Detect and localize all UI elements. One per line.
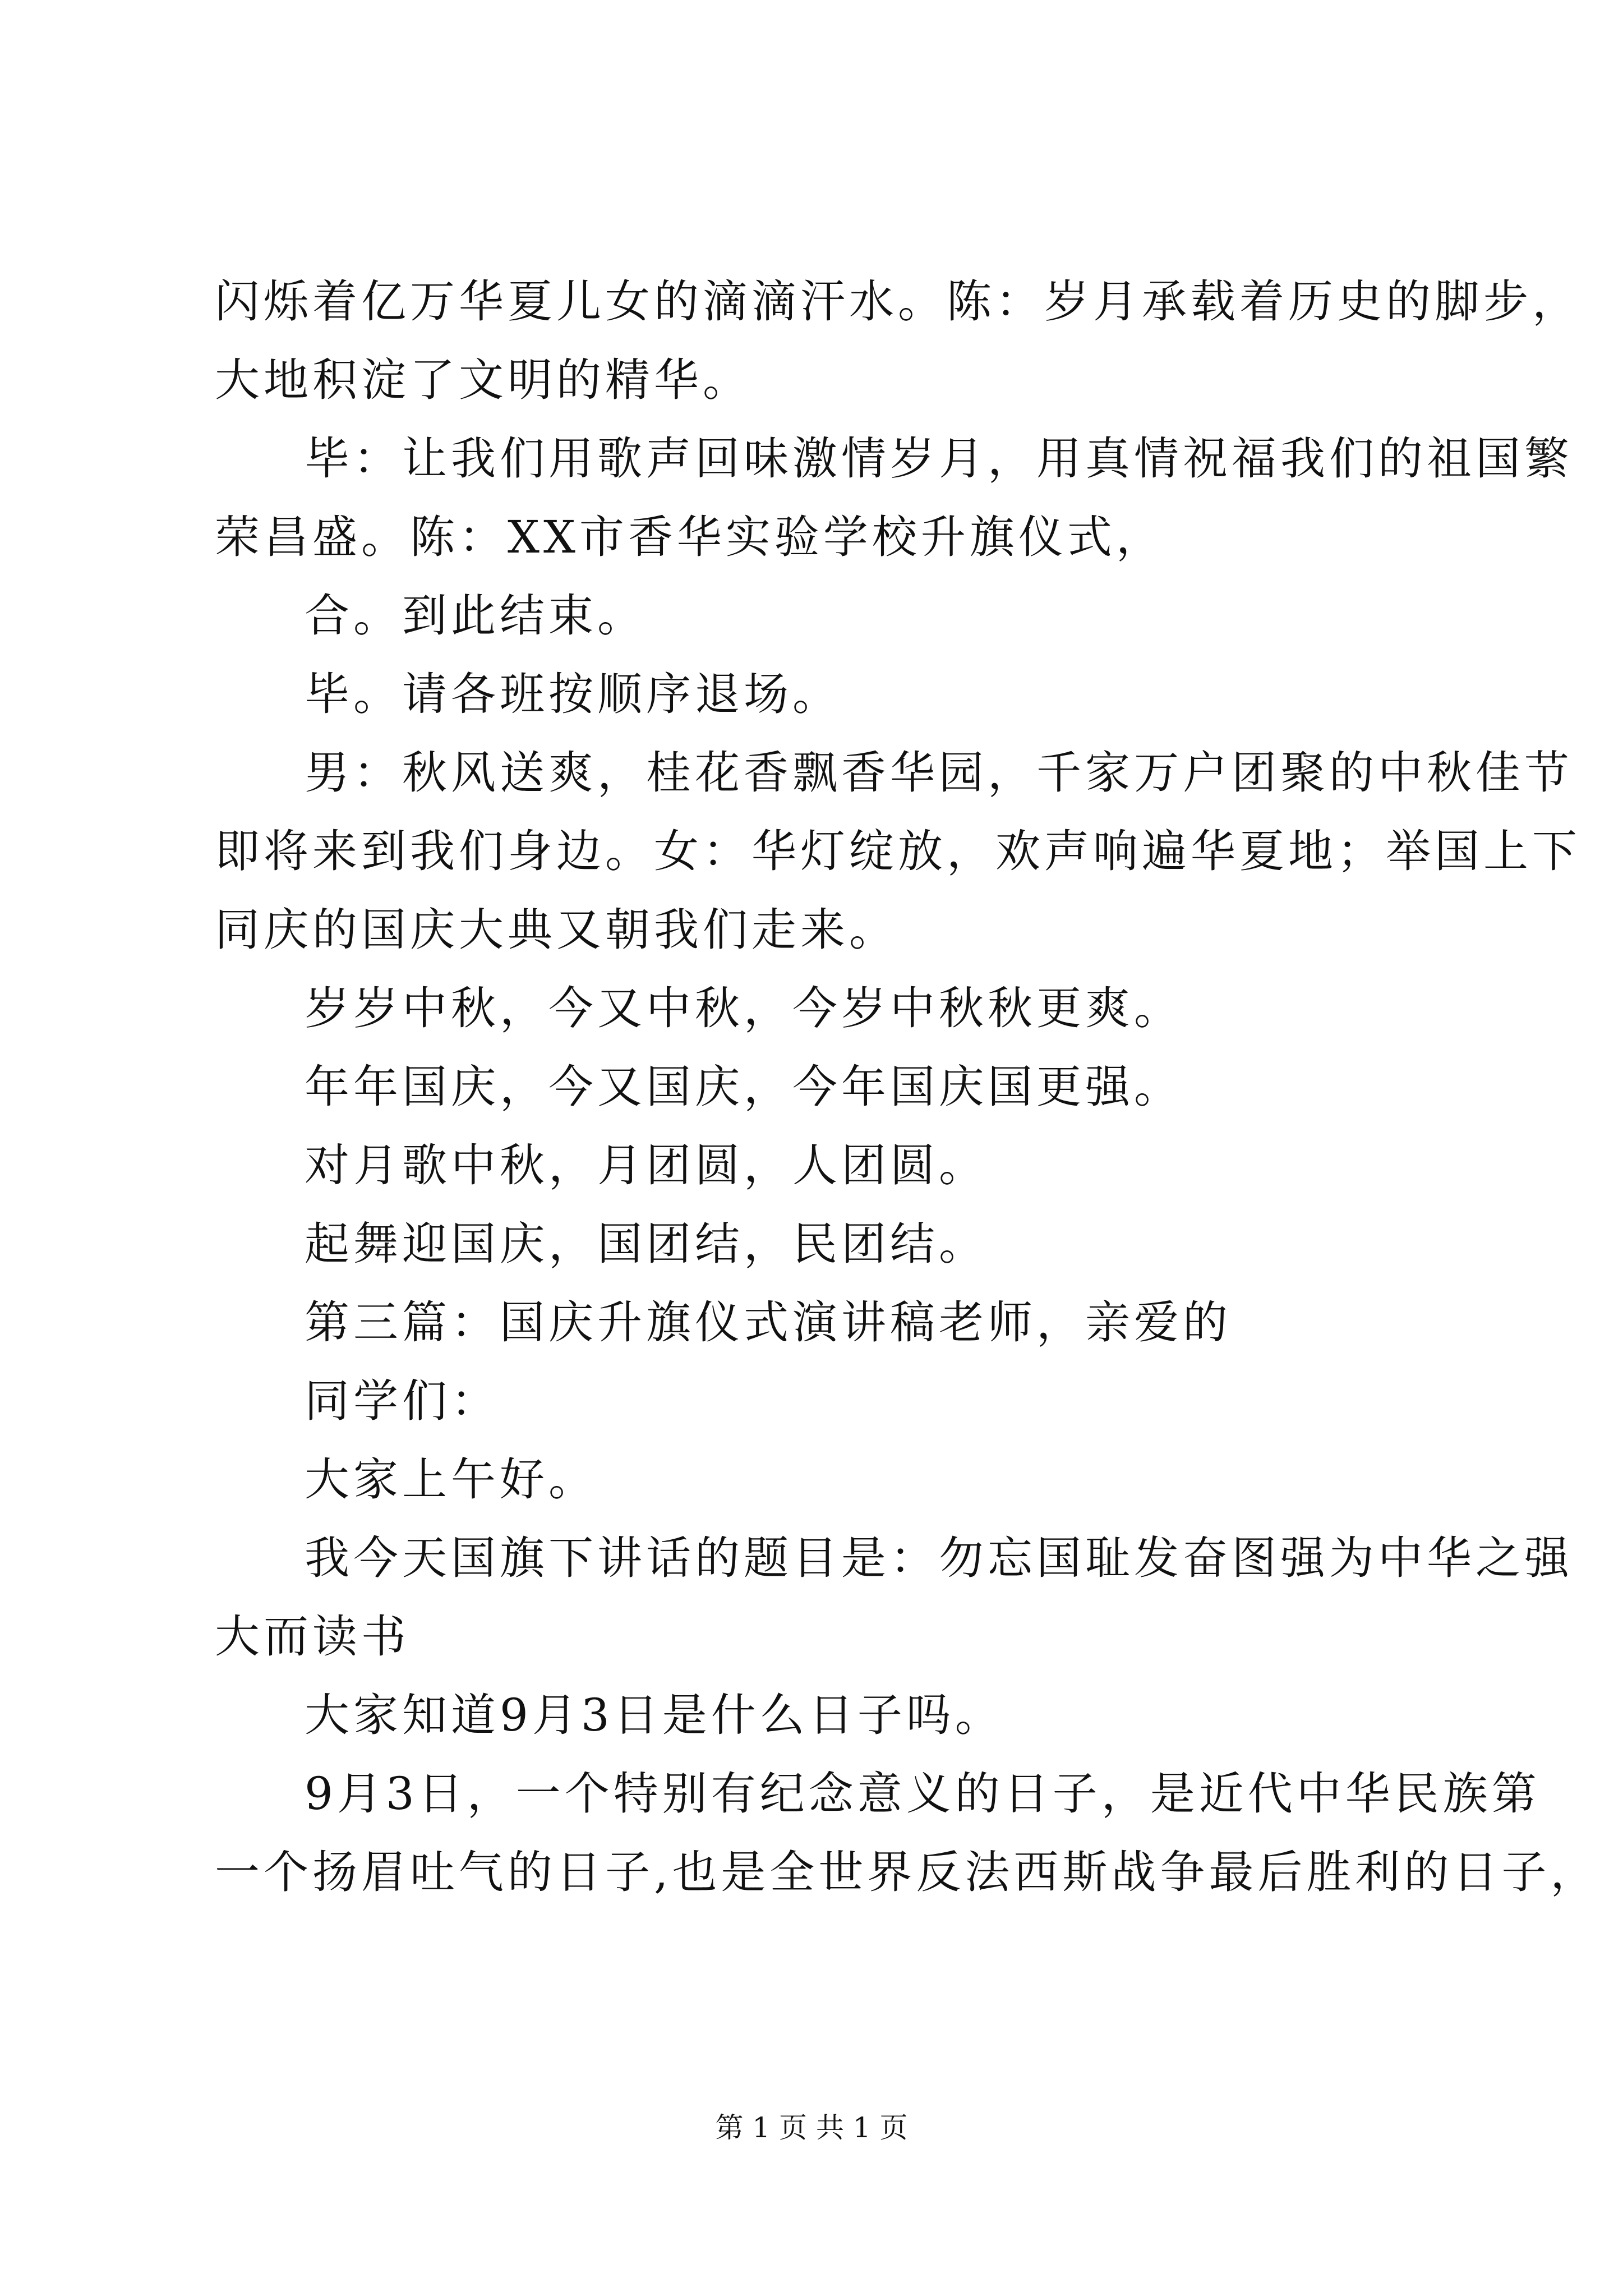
text-line: 男：秋风送爽，桂花香飘香华园，千家万户团聚的中秋佳节 <box>305 747 1573 799</box>
document-body <box>215 263 1599 1912</box>
text-line: 大而读书 <box>215 1611 410 1663</box>
text-line: 同学们： <box>305 1375 500 1427</box>
text-line: 大家知道9月3日是什么日子吗。 <box>305 1689 1004 1741</box>
section-heading: 第三篇：国庆升旗仪式演讲稿老师，亲爱的 <box>305 1296 1232 1349</box>
text-line: 合。到此结束。 <box>305 590 646 642</box>
text-line: 年年国庆，今又国庆，今年国庆国更强。 <box>305 1061 1183 1113</box>
text-line: 对月歌中秋，月团圆，人团圆。 <box>305 1139 988 1191</box>
text-line: 我今天国旗下讲话的题目是：勿忘国耻发奋图强为中华之强 <box>305 1532 1573 1584</box>
text-line: 即将来到我们身边。女：华灯绽放，欢声响遍华夏地；举国上下 <box>215 825 1581 877</box>
page-number-label: 第 1 页 共 1 页 <box>715 2111 908 2144</box>
text-line: 9月3日，一个特别有纪念意义的日子，是近代中华民族第 <box>305 1768 1541 1820</box>
text-line: 起舞迎国庆，国团结，民团结。 <box>305 1218 988 1270</box>
text-line: 大家上午好。 <box>305 1453 597 1506</box>
text-line: 大地积淀了文明的精华。 <box>215 354 751 406</box>
text-line: 岁岁中秋，今又中秋，今岁中秋秋更爽。 <box>305 982 1183 1034</box>
text-line: 一个扬眉吐气的日子,也是全世界反法西斯战争最后胜利的日子， <box>215 1846 1599 1898</box>
text-line: 同庆的国庆大典又朝我们走来。 <box>215 904 898 956</box>
text-line: 毕。请各班按顺序退场。 <box>305 668 841 720</box>
text-line: 毕：让我们用歌声回味激情岁月，用真情祝福我们的祖国繁 <box>305 432 1573 485</box>
text-line: 荣昌盛。陈：XX市香华实验学校升旗仪式， <box>215 511 1165 563</box>
page-footer <box>0 2108 1623 2147</box>
text-line: 闪烁着亿万华夏儿女的滴滴汗水。陈：岁月承载着历史的脚步， <box>215 275 1581 328</box>
